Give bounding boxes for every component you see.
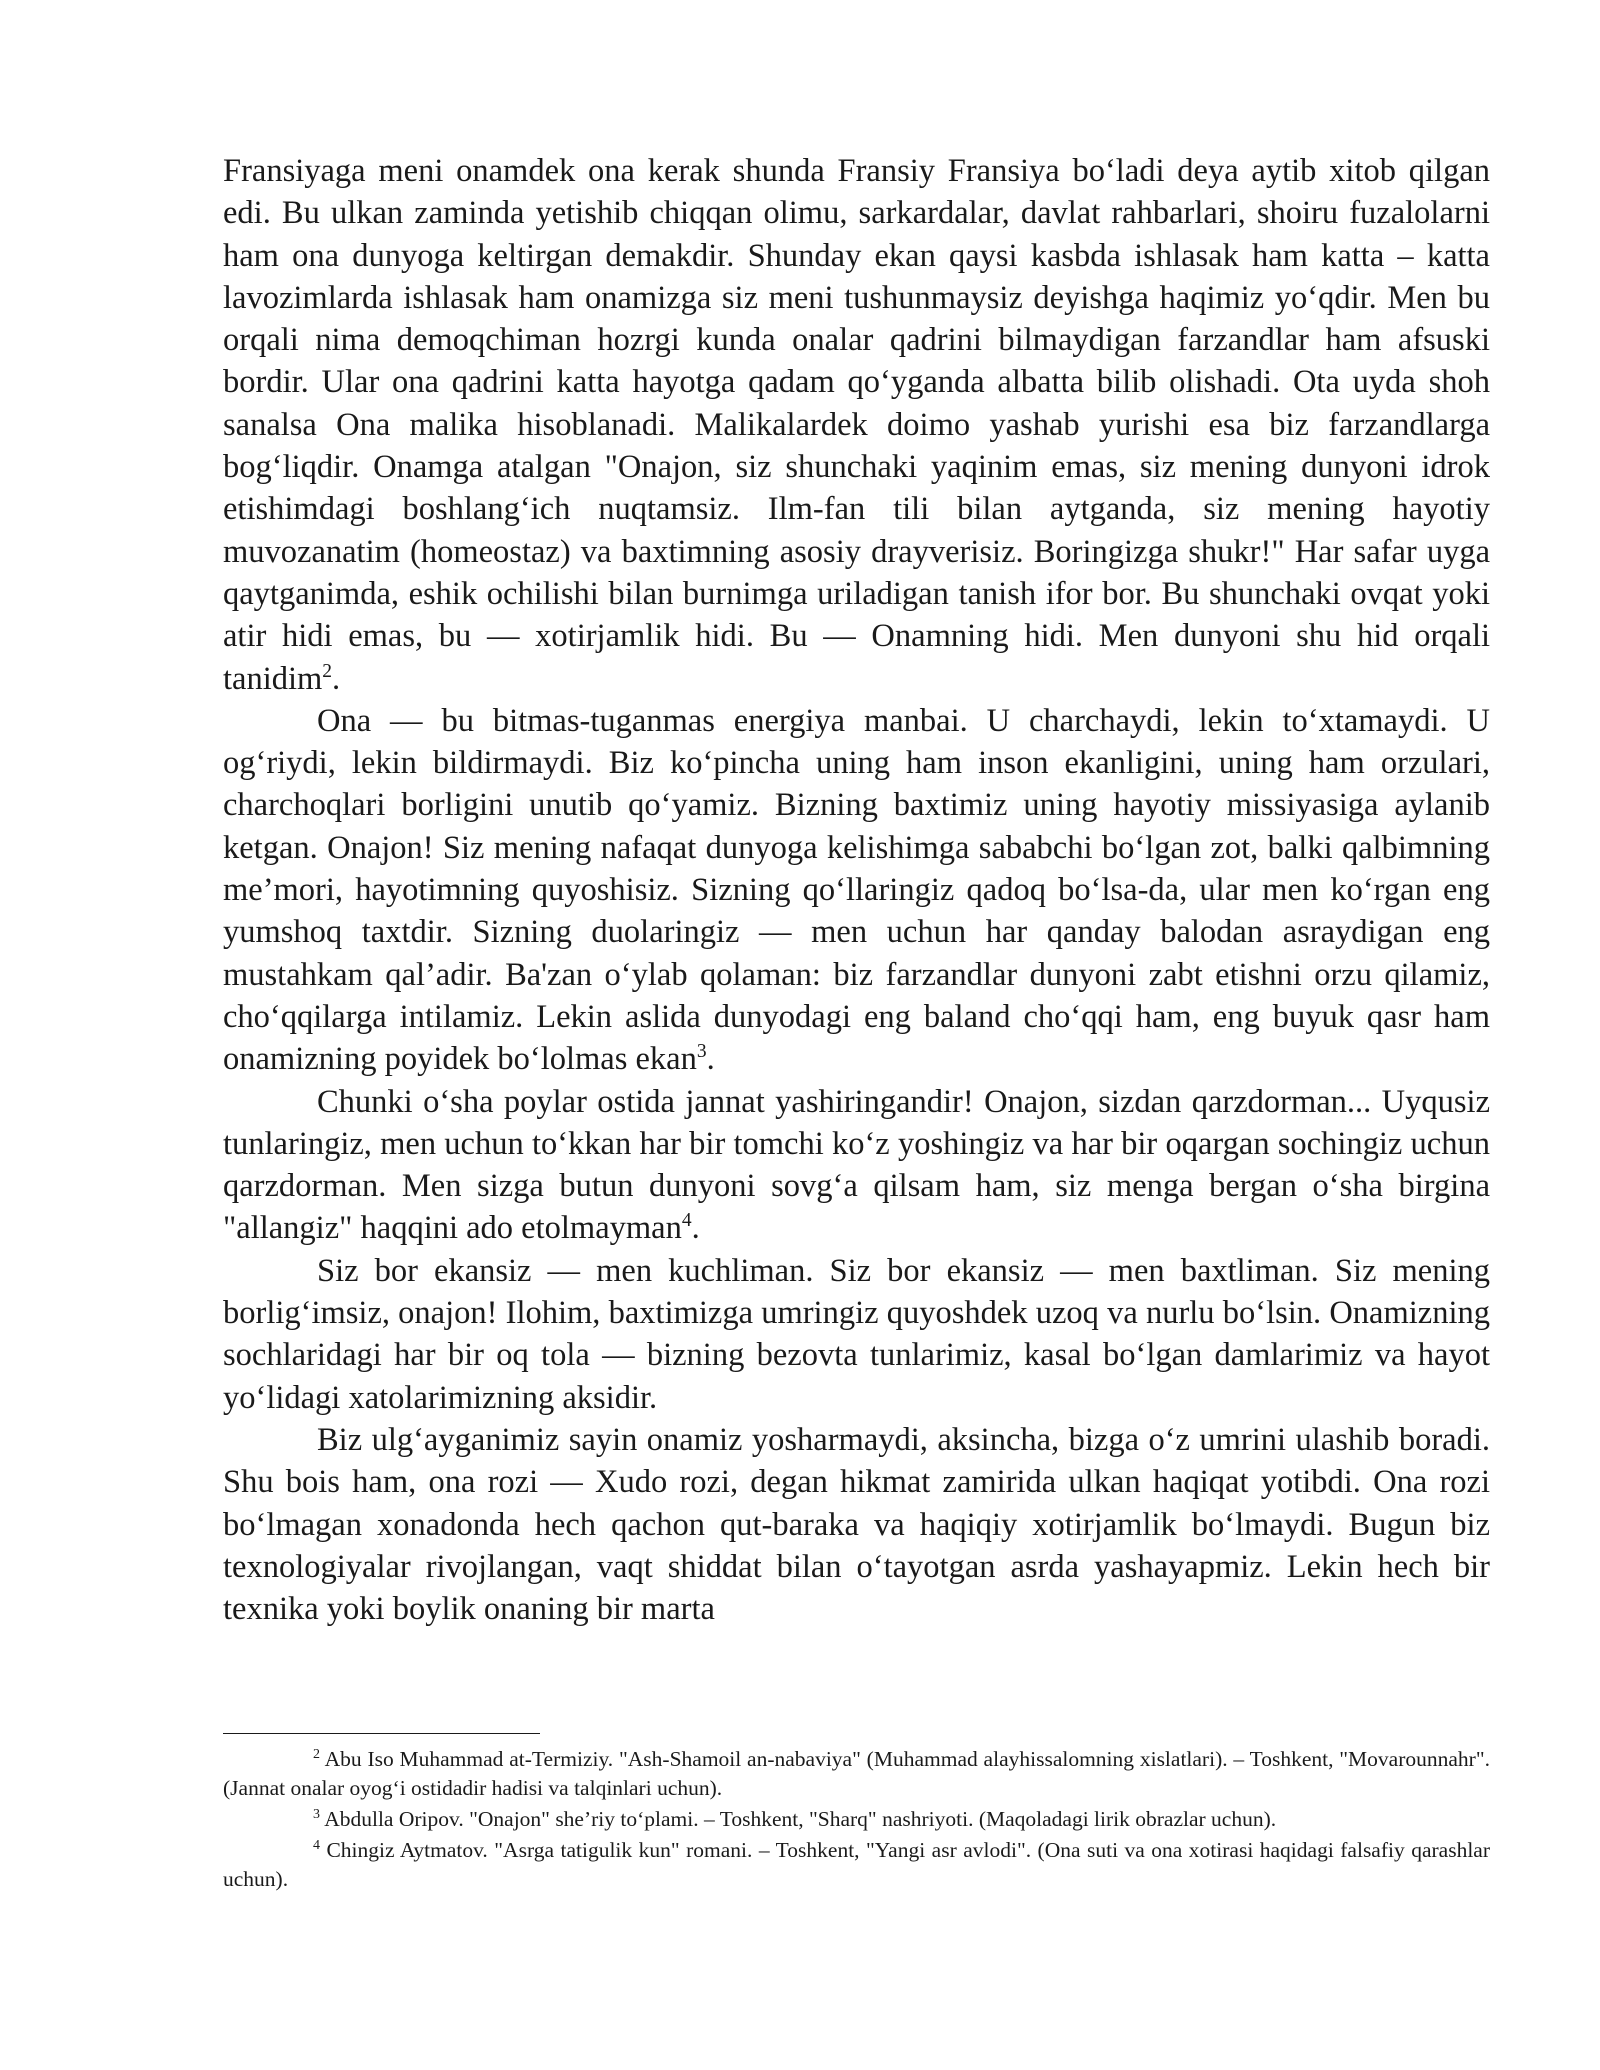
footnote-number: 4 xyxy=(313,1837,320,1853)
footnotes-section xyxy=(223,1745,1490,1896)
paragraph-4: Siz bor ekansiz — men kuchliman. Siz bor ekansiz — men baxtliman. Siz mening borlig‘imsiz, onajon! Ilohim, baxtimizga umringiz quyoshdek uzoq va nurlu bo‘lsin. Onamizning sochlaridagi har bir oq tola — bizning bezovta tunlarimiz, kasal bo‘lgan damlarimiz va hayot yo‘lidagi xatolarimizning aksidir. xyxy=(223,1252,1490,1416)
footnote-text: Abdulla Oripov. "Onajon" she’riy to‘plami. – Toshkent, "Sharq" nashriyoti. (Maqoladagi lirik obrazlar uchun). xyxy=(324,1807,1277,1831)
body-text xyxy=(223,150,1490,1630)
footnote-text: Chingiz Aytmatov. "Asrga tatigulik kun" romani. – Toshkent, "Yangi asr avlodi". (Ona suti va ona xotirasi haqidagi falsafiy qarashlar uchun). xyxy=(223,1838,1490,1891)
paragraph-3-end: . xyxy=(691,1210,700,1247)
paragraph-3-text: Chunki o‘sha poylar ostida jannat yashiringandir! Onajon, sizdan qarzdorman... Uyqusiz tunlaringiz, men uchun to‘kkan har bir tomchi ko‘z yoshingiz va har bir oqargan sochingiz uchun qarzdorman. Men sizga butun dunyoni sovg‘a qilsam ham, siz menga bergan o‘sha birgina "allangiz" haqqini ado etolmayman xyxy=(223,1083,1490,1247)
paragraph-1 xyxy=(223,150,1490,700)
paragraph-1-end: . xyxy=(332,660,341,697)
paragraph-5: Biz ulg‘ayganimiz sayin onamiz yosharmaydi, aksincha, bizga o‘z umrini ulashib boradi. Shu bois ham, ona rozi — Xudo rozi, degan hikmat zamirida ulkan haqiqat yotibdi. Ona rozi bo‘lmagan xonadonda hech qachon qut-baraka va haqiqiy xotirjamlik bo‘lmaydi. Bugun biz texnologiyalar rivojlangan, vaqt shiddat bilan o‘tayotgan asrda yashayapmiz. Lekin hech bir texnika yoki boylik onaning bir marta xyxy=(223,1421,1490,1628)
footnote-2 xyxy=(223,1745,1490,1803)
paragraph-1-text: Fransiyaga meni onamdek ona kerak shunda Fransiy Fransiya bo‘ladi deya aytib xitob qilgan edi. Bu ulkan zaminda yetishib chiqqan olimu, sarkardalar, davlat rahbarlari, shoiru fuzalolarni ham ona dunyoga keltirgan demakdir. Shunday ekan qaysi kasbda ishlasak ham katta – katta lavozimlarda ishlasak ham onamizga siz meni tushunmaysiz deyishga haqimiz yo‘qdir. Men bu orqali nima demoqchiman hozrgi kunda onalar qadrini bilmaydigan farzandlar ham afsuski bordir. Ular ona qadrini katta hayotga qadam qo‘yganda albatta bilib olishadi. Ota uyda shoh sanalsa Ona malika hisoblanadi. Malikalardek doimo yashab yurishi esa biz farzandlarga bog‘liqdir. Onamga atalgan "Onajon, siz shunchaki yaqinim emas, siz mening dunyoni idrok etishimdagi boshlang‘ich nuqtamsiz. Ilm-fan tili bilan aytganda, siz mening hayotiy muvozanatim (homeostaz) va baxtimning asosiy drayverisiz. Boringizga shukr!" Har safar uyga qaytganimda, eshik ochilishi bilan burnimga uriladigan tanish ifor bor. Bu shunchaki ovqat yoki atir hidi emas, bu — xotirjamlik hidi. Bu — Onamning hidi. Men dunyoni shu hid orqali tanidim xyxy=(223,153,1490,697)
footnote-3 xyxy=(223,1805,1490,1834)
paragraph-2 xyxy=(223,700,1490,1081)
paragraph-3 xyxy=(223,1081,1490,1250)
paragraph-2-end: . xyxy=(706,1041,715,1078)
footnote-number: 2 xyxy=(313,1746,320,1762)
footnote-separator xyxy=(223,1733,540,1734)
footnote-ref-2[interactable]: 2 xyxy=(322,660,333,682)
footnote-4 xyxy=(223,1836,1490,1894)
footnote-ref-4[interactable]: 4 xyxy=(681,1210,692,1232)
paragraph-2-text: Ona — bu bitmas-tuganmas energiya manbai. U charchaydi, lekin to‘xtamaydi. U og‘riydi, lekin bildirmaydi. Biz ko‘pincha uning ham inson ekanligini, uning ham orzulari, charchoqlari borligini unutib qo‘yamiz. Bizning baxtimiz uning hayotiy missiyasiga aylanib ketgan. Onajon! Siz mening nafaqat dunyoga kelishimga sababchi bo‘lgan zot, balki qalbimning me’mori, hayotimning quyoshisiz. Sizning qo‘llaringiz qadoq bo‘lsa-da, ular men ko‘rgan eng yumshoq taxtdir. Sizning duolaringiz — men uchun har qanday balodan asraydigan eng mustahkam qal’adir. Ba'zan o‘ylab qolaman: biz farzandlar dunyoni zabt etishni orzu qilamiz, cho‘qqilarga intilamiz. Lekin aslida dunyodagi eng baland cho‘qqi ham, eng buyuk qasr ham onamizning poyidek bo‘lolmas ekan xyxy=(223,702,1490,1078)
footnote-number: 3 xyxy=(313,1806,320,1822)
footnote-text: Abu Iso Muhammad at-Termiziy. "Ash-Shamoil an-nabaviya" (Muhammad alayhissalomning xislatlari). – Toshkent, "Movarounnahr". (Jannat onalar oyog‘i ostidadir hadisi va talqinlari uchun). xyxy=(223,1747,1490,1800)
footnote-ref-3[interactable]: 3 xyxy=(696,1041,707,1063)
